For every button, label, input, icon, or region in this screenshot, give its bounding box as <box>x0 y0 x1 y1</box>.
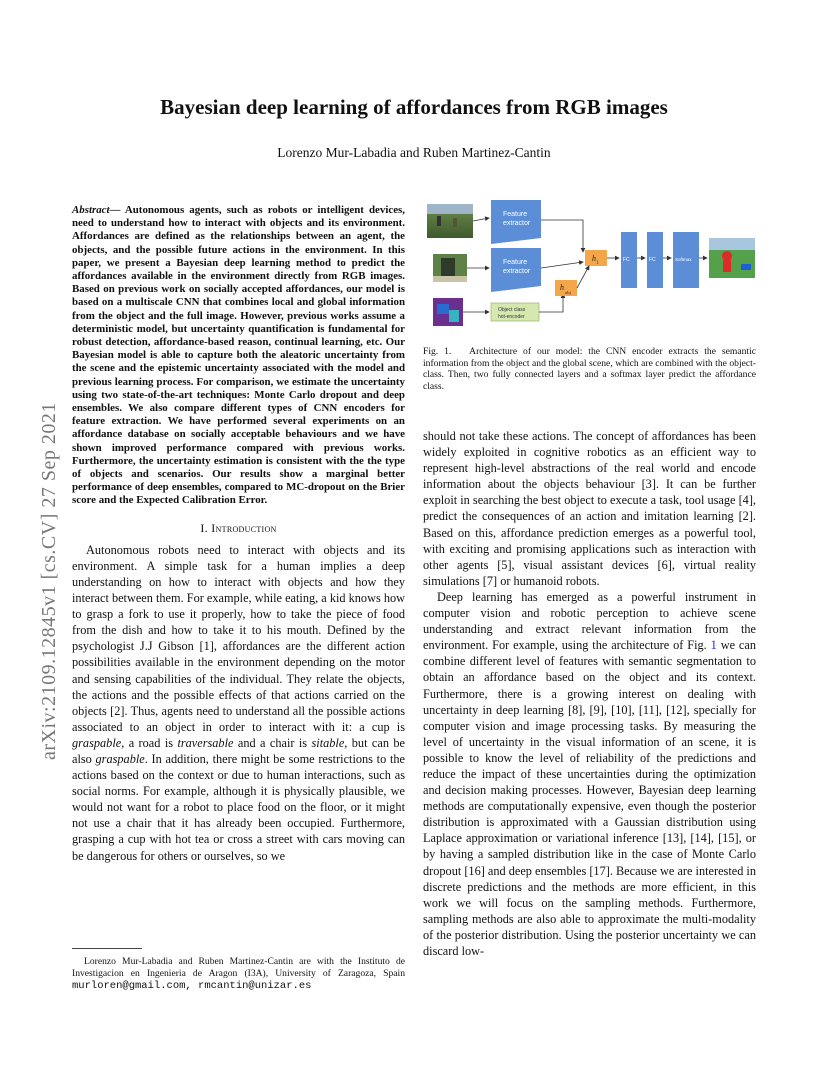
object-class-encoder-box <box>491 303 539 321</box>
author-footnote <box>72 956 405 992</box>
footnote-emails: murloren@gmail.com, rmcantin@unizar.es <box>72 980 312 992</box>
intro-italic-graspable: graspable <box>72 735 122 750</box>
intro-paragraph-continued: should not take these actions. The concept of affordances has been widely exploited in cognitive robotics as an efficient way to represent high-level abstractions of the real world and encode information about the objects behaviour [3]. It can be further exploit in searching the best object to execute a task, tool usage [4], predict the consequences of an action and imitation learning [2]. Based on this, affordance prediction emerges as a powerful tool, with exciting and promising applications such as interaction with other agents [5], visual assistant devices [6], virtual reality simulations [7] or humanoid robots. <box>423 429 756 588</box>
box2-line1: Feature <box>503 259 528 266</box>
footnote-text: Lorenzo Mur-Labadia and Ruben Martinez-Cantin are with the Instituto de Investigacion en Ingenieria de Aragon (I3A), University of Zaragoza, Spain <box>72 956 405 979</box>
intro-italic-sitable: sitable <box>311 735 345 750</box>
intro-text-b: , a road is <box>121 735 178 750</box>
section-title: Introduction <box>211 520 277 535</box>
architecture-diagram <box>423 194 759 334</box>
intro-text-d: , but can be also <box>72 735 405 766</box>
fc-layer-2 <box>647 232 663 288</box>
section-heading-introduction <box>72 520 405 536</box>
intro-paragraph-2 <box>423 589 756 959</box>
intro-text-a: Autonomous robots need to interact with objects and its environment. A simple task for a human implies a deep understanding on how to interact with objects and how they interact between them. For example, while eating, a kid knows how to grasp a fork to use it properly, how to take the piece of food from the dish and how to take it to his mouth. Defined by the psychologist J.J Gibson [1], affordances are the different action possibilities available in the environment depending on the motor and sensing capabilities of the individual. They relate the objects, the actions and the possible effects of that actions carried on the objects [2]. Thus, agents need to understand all the possible actions associated to an object in order to interact with it: a cup is <box>72 542 405 734</box>
h-l-label: h <box>592 254 596 263</box>
p2-text-a: Deep learning has emerged as a powerful instrument in computer vision and robotic perception to achieve scene understanding and extract relevant information from the environment. For example, using the architecture of Fig. <box>423 589 756 653</box>
left-column <box>72 204 405 864</box>
box1-line1: Feature <box>503 211 528 218</box>
softmax-layer <box>673 232 699 288</box>
feature-extractor-box-2 <box>491 248 541 292</box>
segmentation-image <box>433 298 463 326</box>
box3-line2: hot-encoder <box>498 314 525 320</box>
intro-text-c: and a chair is <box>233 735 312 750</box>
intro-italic-graspable-2: graspable <box>95 751 145 766</box>
object-crop-image <box>433 254 467 282</box>
abstract-text: Autonomous agents, such as robots or intelligent devices, need to understand how to interact with objects and its environment. Affordances are defined as the relationships between an agent, the objects, and the possible future actions in the environment. In this paper, we present a Bayesian deep learning method to predict the affordances available in the environment directly from RGB images. Based on previous work on socially accepted affordances, our model is based on a multiscale CNN that combines local and global information from the object and the full image. However, previous works assume a deterministic model, but uncertainty quantification is fundamental for robust detection, affordance-based reason, continual learning, etc. Our Bayesian model is able to capture both the aleatoric uncertainty from the scene and the epistemic uncertainty associated with the model and previous learning process. For comparison, we estimate the uncertainty using two state-of-the-art techniques: Monte Carlo dropout and deep ensembles. We also compare different types of CNN encoders for feature extraction. We have performed several experiments on an affordance database on socially acceptable behaviours and we have shown improved performance compared with previous works. Furthermore, the uncertainty estimation is consistent with the the type of objects and scenarios. Our results show a marginal better performance of deep ensembles, compared to MC-dropout on the Brier score and the Expected Calibration Error. <box>72 204 405 507</box>
box3-line1: Object class <box>498 307 526 313</box>
figure-1-reference-link[interactable]: 1 <box>710 638 717 653</box>
h-obj-node <box>555 280 577 296</box>
abstract <box>72 204 405 508</box>
fc2-label: FC <box>649 257 656 263</box>
p2-text-b: we can combine different level of features with semantic segmentation to obtain an affordance based on the object and its context. Furthermore, there is a growing interest on dealing with uncertainty in deep learning [8], [9], [10], [11], [12], specially for computer vision and image processing tasks. By measuring the level of uncertainty in the visual information of an scene, it is possible to know the level of reliability of the predictions and reduce the impact of these uncertainties during the optimization and decision making processes. However, Bayesian deep learning methods are computationally expensive, even though the posterior distribution is approximated with a Gaussian distribution using Laplace approximation or variational inference [13], [14], [15], or by having a sampled distribution like in the case of Monte Carlo dropout [16] and deep ensembles [17]. Because we are interested in discrete predictions and the methods are more efficient, in this work we will focus on the sampling methods. Furthermore, sampling methods are also able to approximate the multi-modality of the posterior distribution. Using the posterior uncertainty we can discard low- <box>423 638 756 958</box>
h-obj-sub: obj <box>565 290 571 295</box>
fc1-label: FC <box>623 257 630 263</box>
footnote-rule <box>72 948 142 949</box>
caption-text: Architecture of our model: the CNN encoder extracts the semantic information from the object and the global scene, which are combined with the object-class. Then, two fully connected layers and a softmax layer predict the affordance class. <box>423 346 756 392</box>
section-number: I. <box>200 520 208 535</box>
right-column <box>423 428 756 959</box>
caption-label: Fig. 1. <box>423 346 452 357</box>
scene-image-1 <box>427 204 473 238</box>
paper-authors: Lorenzo Mur-Labadia and Ruben Martinez-Cantin <box>277 145 551 160</box>
intro-italic-traversable: traversable <box>177 735 234 750</box>
figure-1-caption <box>423 346 756 392</box>
h-l-node <box>585 250 607 266</box>
feature-extractor-box-1 <box>491 200 541 244</box>
arxiv-identifier: arXiv:2109.12845v1 [cs.CV] 27 Sep 2021 <box>38 402 60 760</box>
abstract-label: Abstract <box>72 204 110 216</box>
box2-line2: extractor <box>503 268 531 275</box>
abstract-dash: — <box>109 204 125 216</box>
intro-text-e: . In addition, there might be some restrictions to the actions based on the context or due to human interactions, such as social norms. For example, although it is physically plausible, we would not want for a robot to place food on the floor, or it might not use a chair that it has already been occupied. Furthermore, grasping a cup with hot tea or cross a street with cars moving can be dangerous for others or ourselves, so we <box>72 751 405 863</box>
output-image <box>709 238 755 278</box>
figure-1-architecture <box>423 194 759 334</box>
h-l-sub: l <box>597 261 599 266</box>
box1-line2: extractor <box>503 220 531 227</box>
h-obj-label: h <box>560 283 564 292</box>
intro-paragraph-1 <box>72 542 405 864</box>
softmax-label: Softmax <box>675 257 692 262</box>
fc-layer-1 <box>621 232 637 288</box>
paper-title: Bayesian deep learning of affordances from RGB images <box>160 95 668 119</box>
